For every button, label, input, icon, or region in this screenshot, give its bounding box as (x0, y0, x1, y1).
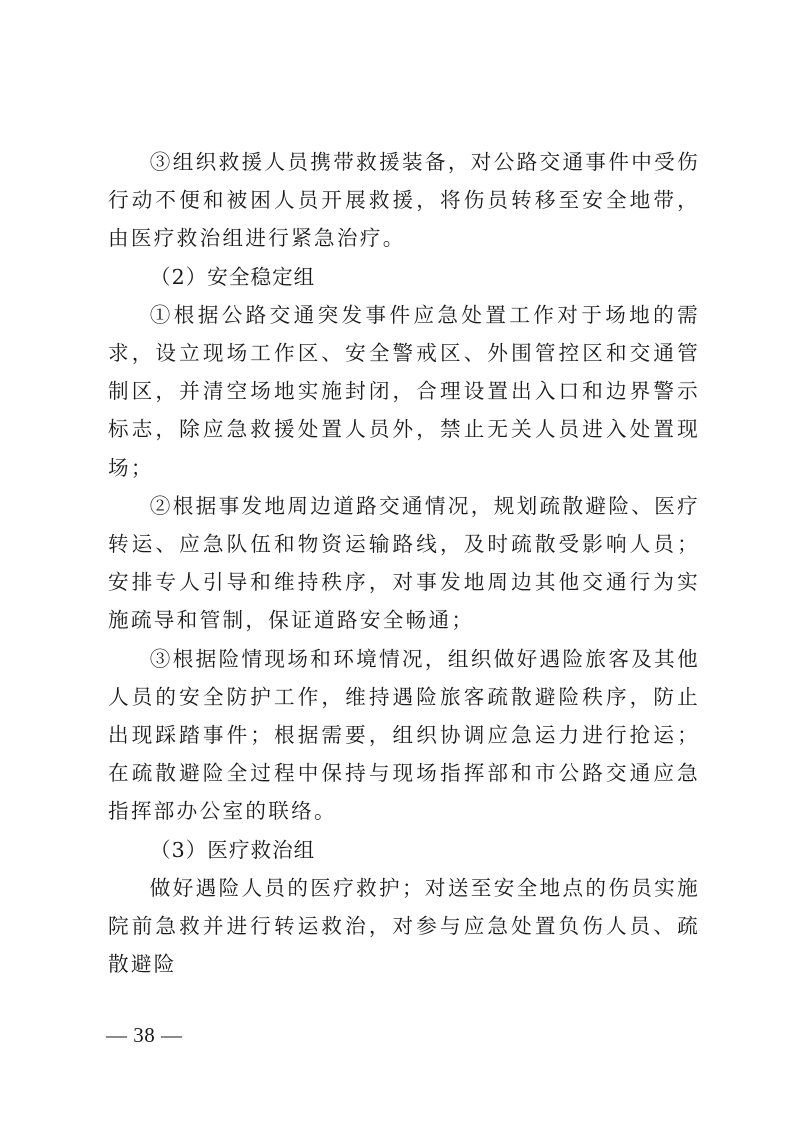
paragraph-safety-1: ①根据公路交通突发事件应急处置工作对于场地的需求，设立现场工作区、安全警戒区、外围管控区和交通管制区，并清空场地实施封闭，合理设置出入口和边界警示标志，除应急救援处置人员外，禁止无关人员进入处置现场； (108, 302, 700, 480)
section-heading-medical-group: （3）医疗救治组 (150, 837, 316, 862)
document-body (108, 143, 700, 983)
paragraph-medical-1: 做好遇险人员的医疗救护；对送至安全地点的伤员实施院前急救并进行转运救治，对参与应急处置负伤人员、疏散避险 (108, 875, 700, 977)
page-number: — 38 — (106, 1023, 183, 1047)
section-heading-safety-group: （2）安全稳定组 (150, 264, 316, 289)
paragraph-rescue-3: ③组织救援人员携带救援装备，对公路交通事件中受伤行动不便和被困人员开展救援，将伤员转移至安全地带，由医疗救治组进行紧急治疗。 (108, 150, 700, 251)
paragraph-safety-3: ③根据险情现场和环境情况，组织做好遇险旅客及其他人员的安全防护工作，维持遇险旅客疏散避险秩序，防止出现踩踏事件；根据需要，组织协调应急运力进行抢运；在疏散避险全过程中保持与现场指挥部和市公路交通应急指挥部办公室的联络。 (108, 646, 700, 824)
paragraph-safety-2: ②根据事发地周边道路交通情况，规划疏散避险、医疗转运、应急队伍和物资运输路线，及时疏散受影响人员；安排专人引导和维持秩序，对事发地周边其他交通行为实施疏导和管制，保证道路安全畅通； (108, 493, 700, 633)
